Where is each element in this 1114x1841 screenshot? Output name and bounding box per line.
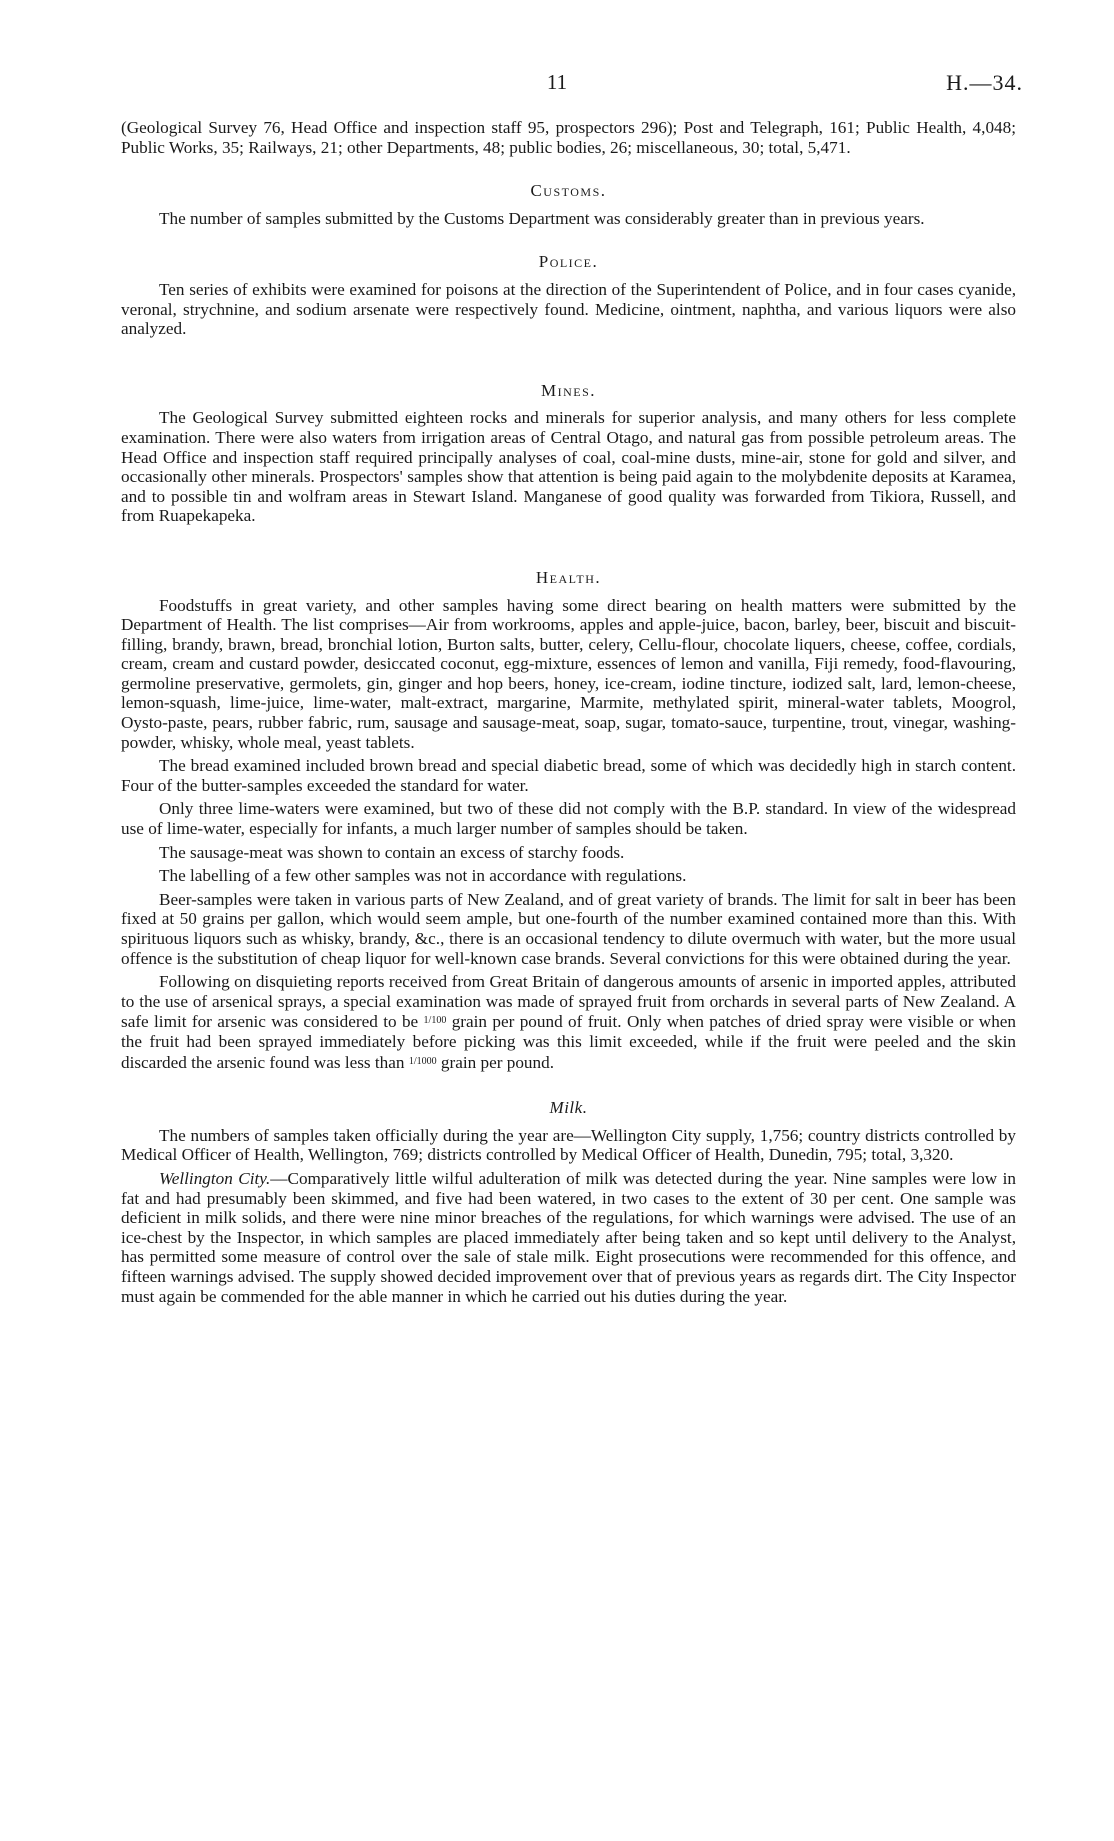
mines-paragraph: The Geological Survey submitted eighteen rocks and minerals for superior analysis, and many others for less complete examination. There were also waters from irrigation areas of Central Otago, and natural gas from possible petroleum areas. The Head Office and inspection staff required principally analyses of coal, coal-mine dusts, mine-air, stone for gold and silver, and occasionally other minerals. Prospectors' samples show that attention is being paid again to the molybdenite deposits at Karamea, and to possible tin and wolfram areas in Stewart Island. Manganese of good quality was forwarded from Tikiora, Russell, and from Ruapekapeka. — [121, 408, 1016, 526]
police-paragraph: Ten series of exhibits were examined for poisons at the direction of the Superintendent of Police, and in four cases cyanide, veronal, strychnine, and sodium arsenate were respectively found. Medicine, ointment, naphtha, and various liquors were also analyzed. — [121, 279, 1016, 339]
health-paragraph-6: Beer-samples were taken in various parts of New Zealand, and of great variety of brands. The limit for salt in beer has been fixed at 50 grains per gallon, which would seem ample, but one-fourth of the number examined contained more than this. With spirituous liquors such as whisky, brandy, &c., there is an occasional tendency to dilute overmuch with water, but the more usual offence is the substitution of cheap liquor for well-known case brands. Several convictions for this were obtained during the year. — [121, 889, 1016, 968]
wellington-city-text: —Comparatively little wilful adulteration of milk was detected during the year. Nine samples were low in fat and had presumably been skimmed, and five had been watered, in two cases to the extent of 30 per cent. One sample was deficient in milk solids, and there were nine minor breaches of the regulations, for which warnings were advised. The use of an ice-chest by the Inspector, in which samples are placed immediately after being taken and so kept until delivery to the Analyst, has permitted some measure of control over the sale of stale milk. Eight prosecutions were recommended for this offence, and fifteen warnings advised. The supply showed decided improvement over that of previous years as regards dirt. The City Inspector must again be commended for the able manner in which he carried out his duties during the year. — [121, 1168, 1016, 1306]
health-paragraph-5: The labelling of a few other samples was not in accordance with regulations. — [159, 866, 687, 886]
milk-paragraph-1: The numbers of samples taken officially during the year are—Wellington City supply, 1,756; country districts controlled by Medical Officer of Health, Wellington, 769; districts controlled by Medical Officer of Health, Dunedin, 795; total, 3,320. — [121, 1125, 1016, 1165]
health-paragraph-7 — [121, 972, 1016, 1072]
intro-paragraph: (Geological Survey 76, Head Office and inspection staff 95, prospectors 296); Post and Telegraph, 161; Public Health, 4,048; Public Works, 35; Railways, 21; other Departments, 48; public bodies, 26; miscellaneous, 30; total, 5,471. — [121, 118, 1016, 157]
page-body — [121, 118, 1016, 1310]
arsenic-text-a: Following on disquieting reports received from Great Britain of dangerous amounts of arsenic in imported apples, attributed to the use of arsenical sprays, a special examination was made of sprayed fruit from orchards in several parts of New Zealand. A safe limit for arsenic was considered to be — [121, 972, 1016, 1032]
customs-paragraph: The number of samples submitted by the Customs Department was considerably greater than in previous years. — [159, 208, 925, 228]
section-heading-police: Police. — [538, 252, 599, 272]
health-paragraph-2: The bread examined included brown bread and special diabetic bread, some of which was decidedly high in starch content. Four of the butter-samples exceeded the standard for water. — [121, 756, 1016, 795]
section-heading-milk: Milk. — [549, 1098, 588, 1118]
milk-paragraph-2 — [121, 1169, 1016, 1306]
fraction-one-thousandth: 1/1000 — [408, 1055, 437, 1067]
wellington-city-label: Wellington City. — [159, 1168, 271, 1188]
health-paragraph-1: Foodstuffs in great variety, and other samples having some direct bearing on health matters were submitted by the Department of Health. The list comprises—Air from workrooms, apples and apple-juice, bacon, barley, beer, biscuit and biscuit-filling, brandy, brawn, bread, bronchial lotion, Burton salts, butter, celery, Cellu-flour, chocolate liquers, cheese, coffee, cordials, cream, cream and custard powder, desiccated coconut, egg-mixture, essences of lemon and vanilla, Fiji remedy, food-flavouring, germoline preservative, germolets, gin, ginger and hop beers, honey, ice-cream, iodine tincture, iodized salt, lard, lemon-cheese, lemon-squash, lime-juice, lime-water, malt-extract, margarine, Marmite, methylated spirit, mineral-water tablets, Moogrol, Oysto-paste, pears, rubber fabric, rum, sausage and sausage-meat, soap, sugar, tomato-sauce, turpentine, trout, vinegar, washing-powder, whisky, whole meal, yeast tablets. — [121, 595, 1016, 752]
health-paragraph-4: The sausage-meat was shown to contain an excess of starchy foods. — [159, 842, 625, 862]
fraction-one-hundredth: 1/100 — [423, 1015, 447, 1027]
section-heading-customs: Customs. — [530, 181, 607, 201]
document-reference: H.—34. — [946, 70, 1023, 95]
section-heading-mines: Mines. — [540, 380, 597, 400]
arsenic-text-b: grain per pound of fruit. Only when patches of dried spray were visible or when the fruit had been sprayed immediately before picking was this limit exceeded, while if the fruit were peeled and the skin discarded the arsenic found was less than — [121, 1012, 1017, 1072]
section-heading-health: Health. — [535, 567, 602, 587]
page-number: 11 — [546, 70, 568, 94]
arsenic-text-c: grain per pound. — [440, 1052, 555, 1072]
health-paragraph-3: Only three lime-waters were examined, but two of these did not comply with the B.P. standard. In view of the widespread use of lime-water, especially for infants, a much larger number of samples should be taken. — [121, 799, 1016, 839]
